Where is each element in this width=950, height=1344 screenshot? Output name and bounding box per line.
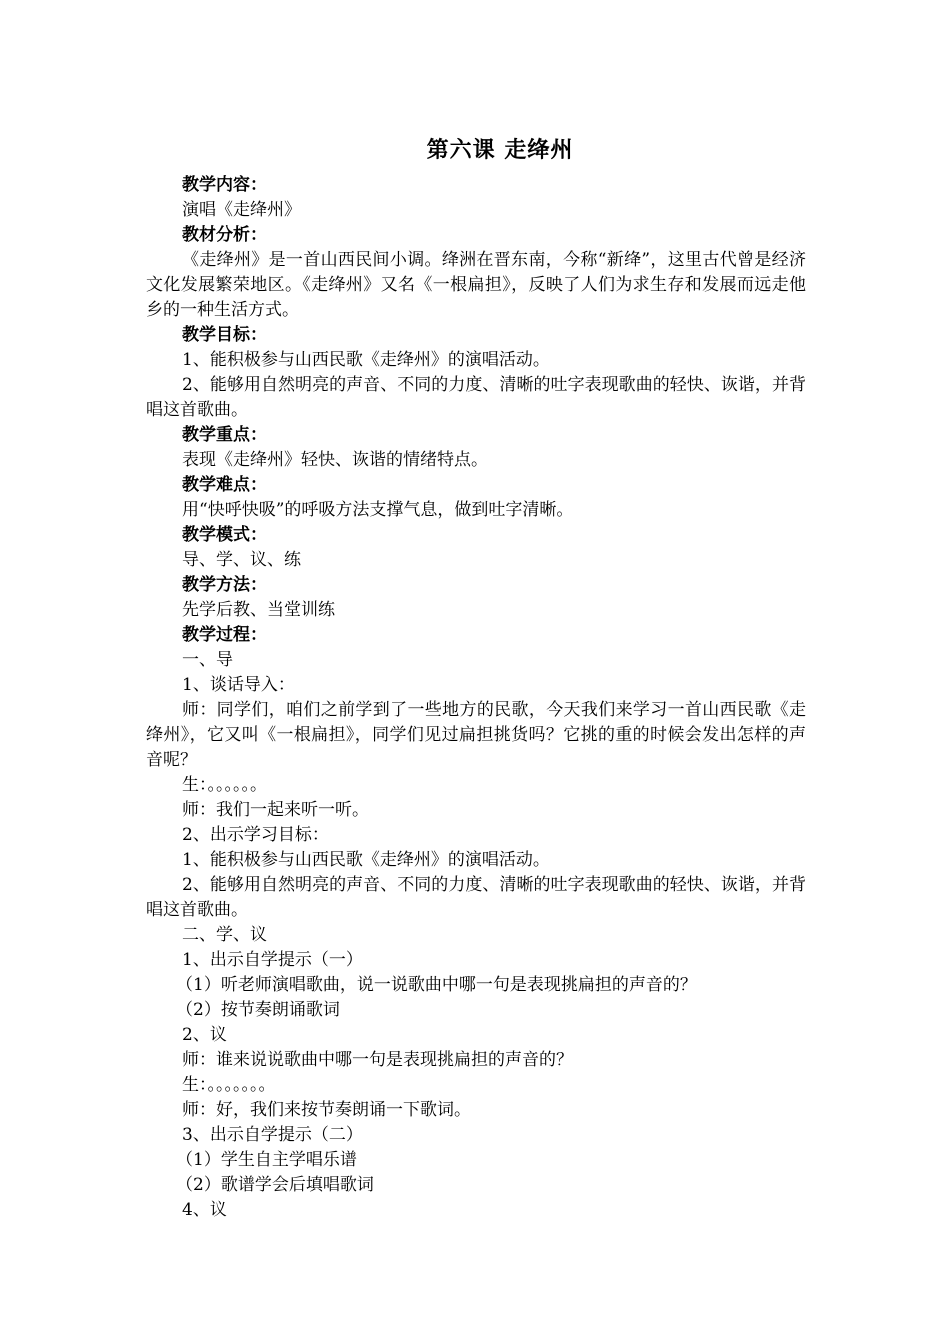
paragraph: （1）学生自主学唱乐谱 (176, 1150, 357, 1170)
paragraph: 演唱《走绛州》 (182, 200, 301, 220)
paragraph: 2、议 (182, 1025, 227, 1045)
paragraph: 生：。。。。。。 (182, 775, 267, 795)
section-heading: 一、导 (182, 650, 233, 670)
paragraph: 先学后教、当堂训练 (182, 600, 335, 620)
heading-key-points: 教学重点： (182, 425, 267, 445)
paragraph: （2）歌谱学会后填唱歌词 (176, 1175, 374, 1195)
heading-teaching-process: 教学过程： (182, 625, 267, 645)
paragraph: 师：谁来说说歌曲中哪一句是表现挑扁担的声音的？ (182, 1050, 573, 1070)
paragraph: 表现《走绛州》轻快、诙谐的情绪特点。 (182, 450, 488, 470)
paragraph: 师：同学们，咱们之前学到了一些地方的民歌，今天我们来学习一首山西民歌《走绛州》，它又叫《一根扁担》，同学们见过扁担挑货吗？它挑的重的时候会发出怎样的声音呢？ (146, 700, 806, 770)
heading-teaching-method: 教学方法： (182, 575, 267, 595)
paragraph: （2）按节奏朗诵歌词 (176, 1000, 340, 1020)
section-heading: 二、学、议 (182, 925, 267, 945)
paragraph: 1、谈话导入： (182, 675, 295, 695)
paragraph: 4、议 (182, 1200, 227, 1220)
paragraph: 师：我们一起来听一听。 (182, 800, 369, 820)
heading-material-analysis: 教材分析： (182, 225, 267, 245)
paragraph: 1、出示自学提示（一） (182, 950, 363, 970)
paragraph: 生：。。。。。。。 (182, 1075, 276, 1095)
paragraph: 用“快呼快吸”的呼吸方法支撑气息，做到吐字清晰。 (182, 500, 574, 520)
paragraph: 2、出示学习目标： (182, 825, 329, 845)
paragraph: 师：好，我们来按节奏朗诵一下歌词。 (182, 1100, 471, 1120)
heading-teaching-mode: 教学模式： (182, 525, 267, 545)
paragraph: 3、出示自学提示（二） (182, 1125, 363, 1145)
paragraph: 2、能够用自然明亮的声音、不同的力度、清晰的吐字表现歌曲的轻快、诙谐，并背唱这首歌曲。 (146, 875, 806, 920)
page-title: 第六课 走绛州 (426, 138, 574, 163)
paragraph: 1、能积极参与山西民歌《走绛州》的演唱活动。 (182, 350, 550, 370)
paragraph: （1）听老师演唱歌曲，说一说歌曲中哪一句是表现挑扁担的声音的？ (176, 975, 697, 995)
paragraph: 1、能积极参与山西民歌《走绛州》的演唱活动。 (182, 850, 550, 870)
heading-teaching-goals: 教学目标： (182, 325, 267, 345)
document-body (146, 173, 806, 1223)
paragraph: 导、学、议、练 (182, 550, 301, 570)
paragraph: 2、能够用自然明亮的声音、不同的力度、清晰的吐字表现歌曲的轻快、诙谐，并背唱这首歌曲。 (146, 375, 806, 420)
heading-teaching-content: 教学内容： (182, 175, 267, 195)
heading-difficulties: 教学难点： (182, 475, 267, 495)
paragraph: 《走绛州》是一首山西民间小调。绛洲在晋东南，今称“新绛”，这里古代曾是经济文化发展繁荣地区。《走绛州》又名《一根扁担》，反映了人们为求生存和发展而远走他乡的一种生活方式。 (146, 250, 806, 320)
